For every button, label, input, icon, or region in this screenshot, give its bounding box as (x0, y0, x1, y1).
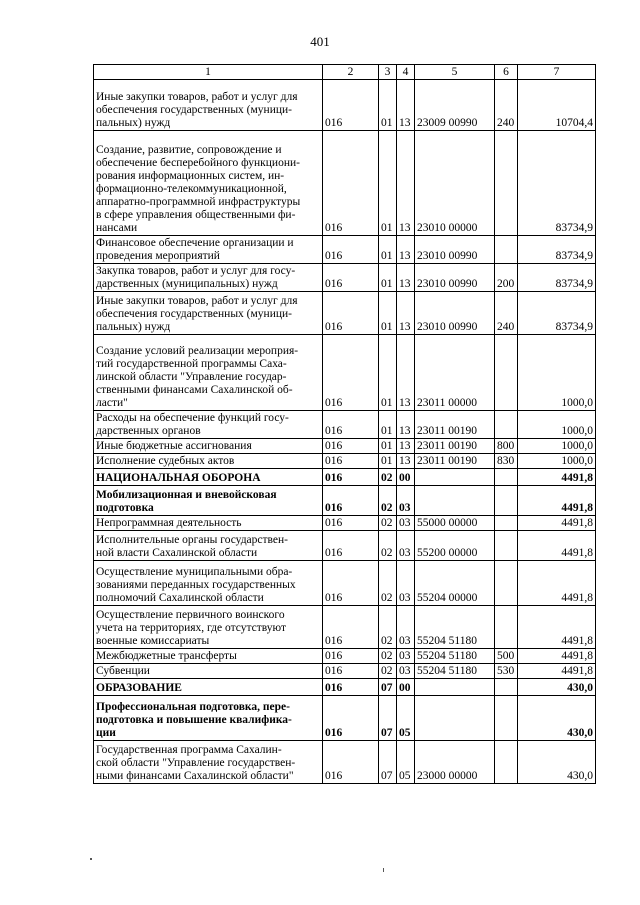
col-admin-code: 016 (323, 439, 379, 454)
row-description: Межбюджетные трансферты (94, 649, 323, 664)
col-admin-code: 016 (323, 516, 379, 531)
table-row (94, 741, 596, 784)
col-section: 01 (379, 131, 397, 236)
col-admin-code: 016 (323, 411, 379, 439)
col-target-article (415, 486, 495, 516)
col-target-article (415, 679, 495, 696)
col-subsection: 13 (397, 292, 415, 335)
col-admin-code: 016 (323, 696, 379, 741)
col-amount: 1000,0 (518, 439, 596, 454)
row-description: Субвенции (94, 664, 323, 679)
col-section: 01 (379, 80, 397, 131)
col-section: 01 (379, 411, 397, 439)
header-cell: 2 (323, 65, 379, 80)
row-description: Государственная программа Сахалин- ской области "Управление государствен- ными финансами Сахалинской области" (94, 741, 323, 784)
col-subsection: 03 (397, 606, 415, 649)
col-expense-type: 530 (495, 664, 518, 679)
col-amount: 4491,8 (518, 516, 596, 531)
table-row (94, 561, 596, 606)
col-amount: 83734,9 (518, 264, 596, 292)
col-amount: 430,0 (518, 741, 596, 784)
col-target-article: 55204 51180 (415, 649, 495, 664)
col-admin-code: 016 (323, 606, 379, 649)
col-target-article: 55000 00000 (415, 516, 495, 531)
row-description: Расходы на обеспечение функций госу- дарственных органов (94, 411, 323, 439)
table-row (94, 236, 596, 264)
col-subsection: 13 (397, 236, 415, 264)
col-subsection: 00 (397, 469, 415, 486)
col-admin-code: 016 (323, 80, 379, 131)
col-target-article (415, 469, 495, 486)
col-subsection: 13 (397, 80, 415, 131)
table-row (94, 696, 596, 741)
table-row (94, 80, 596, 131)
col-section: 01 (379, 236, 397, 264)
col-amount: 4491,8 (518, 649, 596, 664)
col-amount: 1000,0 (518, 411, 596, 439)
header-cell: 1 (94, 65, 323, 80)
col-target-article: 23009 00990 (415, 80, 495, 131)
col-subsection: 03 (397, 664, 415, 679)
col-expense-type (495, 486, 518, 516)
table-row (94, 439, 596, 454)
row-description: Непрограммная деятельность (94, 516, 323, 531)
row-description: Финансовое обеспечение организации и проведения мероприятий (94, 236, 323, 264)
col-admin-code: 016 (323, 335, 379, 411)
col-admin-code: 016 (323, 236, 379, 264)
col-expense-type (495, 131, 518, 236)
col-subsection: 05 (397, 741, 415, 784)
col-subsection: 03 (397, 531, 415, 561)
col-subsection: 13 (397, 411, 415, 439)
col-expense-type: 830 (495, 454, 518, 469)
col-subsection: 13 (397, 439, 415, 454)
col-amount: 10704,4 (518, 80, 596, 131)
col-amount: 1000,0 (518, 454, 596, 469)
col-target-article: 23010 00990 (415, 264, 495, 292)
col-target-article: 23011 00190 (415, 439, 495, 454)
table-row (94, 131, 596, 236)
col-target-article: 23010 00000 (415, 131, 495, 236)
col-admin-code: 016 (323, 649, 379, 664)
col-section: 01 (379, 264, 397, 292)
table-row (94, 292, 596, 335)
row-description: Иные закупки товаров, работ и услуг для обеспечения государственных (муници- пальных) нужд (94, 80, 323, 131)
col-section: 01 (379, 454, 397, 469)
col-expense-type: 200 (495, 264, 518, 292)
col-subsection: 05 (397, 696, 415, 741)
col-expense-type (495, 411, 518, 439)
scan-speck (90, 858, 92, 860)
row-description: Иные закупки товаров, работ и услуг для обеспечения государственных (муници- пальных) нужд (94, 292, 323, 335)
table-row (94, 454, 596, 469)
col-section: 02 (379, 664, 397, 679)
col-section: 02 (379, 486, 397, 516)
col-amount: 4491,8 (518, 531, 596, 561)
col-section: 07 (379, 679, 397, 696)
col-target-article: 23010 00990 (415, 236, 495, 264)
col-section: 02 (379, 469, 397, 486)
header-cell: 6 (495, 65, 518, 80)
col-expense-type: 240 (495, 80, 518, 131)
col-section: 02 (379, 531, 397, 561)
col-target-article: 55204 51180 (415, 664, 495, 679)
table-row (94, 531, 596, 561)
col-target-article: 23000 00000 (415, 741, 495, 784)
col-target-article (415, 696, 495, 741)
col-expense-type (495, 741, 518, 784)
col-amount: 430,0 (518, 696, 596, 741)
row-description: Осуществление муниципальными обра- зованиями переданных государственных полномочий Сахалинской области (94, 561, 323, 606)
col-section: 02 (379, 516, 397, 531)
col-section: 02 (379, 561, 397, 606)
page-number: 401 (310, 34, 330, 49)
col-amount: 430,0 (518, 679, 596, 696)
table-row (94, 606, 596, 649)
table-row (94, 264, 596, 292)
header-cell: 4 (397, 65, 415, 80)
col-admin-code: 016 (323, 292, 379, 335)
row-description: Иные бюджетные ассигнования (94, 439, 323, 454)
row-description: Создание условий реализации мероприя- тий государственной программы Саха- линской области "Управление государ- ственными финансами Сахалинской об- ласти" (94, 335, 323, 411)
col-admin-code: 016 (323, 469, 379, 486)
col-amount: 83734,9 (518, 236, 596, 264)
col-section: 07 (379, 696, 397, 741)
table-row (94, 649, 596, 664)
header-row (94, 65, 596, 80)
header-cell: 5 (415, 65, 495, 80)
col-section: 02 (379, 606, 397, 649)
col-section: 01 (379, 292, 397, 335)
table-row (94, 335, 596, 411)
col-admin-code: 016 (323, 486, 379, 516)
col-expense-type (495, 606, 518, 649)
col-admin-code: 016 (323, 264, 379, 292)
budget-table (93, 64, 596, 784)
col-admin-code: 016 (323, 561, 379, 606)
col-expense-type (495, 561, 518, 606)
header-cell: 7 (518, 65, 596, 80)
row-description: Осуществление первичного воинского учета на территориях, где отсутствуют военные комиссариаты (94, 606, 323, 649)
scan-speck (383, 868, 384, 872)
row-description: НАЦИОНАЛЬНАЯ ОБОРОНА (94, 469, 323, 486)
col-amount: 83734,9 (518, 292, 596, 335)
col-expense-type: 240 (495, 292, 518, 335)
col-section: 02 (379, 649, 397, 664)
col-expense-type (495, 531, 518, 561)
col-subsection: 13 (397, 454, 415, 469)
col-admin-code: 016 (323, 454, 379, 469)
table-row (94, 664, 596, 679)
col-expense-type: 800 (495, 439, 518, 454)
col-subsection: 13 (397, 131, 415, 236)
col-subsection: 00 (397, 679, 415, 696)
col-subsection: 03 (397, 561, 415, 606)
col-subsection: 03 (397, 516, 415, 531)
header-cell: 3 (379, 65, 397, 80)
col-admin-code: 016 (323, 741, 379, 784)
col-expense-type (495, 679, 518, 696)
col-target-article: 23011 00190 (415, 411, 495, 439)
col-subsection: 13 (397, 335, 415, 411)
col-section: 01 (379, 335, 397, 411)
col-amount: 1000,0 (518, 335, 596, 411)
row-description: Создание, развитие, сопровождение и обеспечение бесперебойного функциони- рования информационных систем, ин- формационно-телекоммуникационной, аппаратно-программной инфраструктуры в сфере управления общественными фи- нансами (94, 131, 323, 236)
col-section: 07 (379, 741, 397, 784)
col-expense-type (495, 335, 518, 411)
row-description: Закупка товаров, работ и услуг для госу- дарственных (муниципальных) нужд (94, 264, 323, 292)
col-target-article: 55204 00000 (415, 561, 495, 606)
col-subsection: 03 (397, 649, 415, 664)
col-amount: 83734,9 (518, 131, 596, 236)
col-subsection: 03 (397, 486, 415, 516)
col-target-article: 23010 00990 (415, 292, 495, 335)
col-section: 01 (379, 439, 397, 454)
table-row (94, 469, 596, 486)
col-expense-type (495, 469, 518, 486)
col-target-article: 23011 00190 (415, 454, 495, 469)
col-admin-code: 016 (323, 131, 379, 236)
col-amount: 4491,8 (518, 486, 596, 516)
row-description: Исполнение судебных актов (94, 454, 323, 469)
col-target-article: 55200 00000 (415, 531, 495, 561)
col-expense-type (495, 696, 518, 741)
col-subsection: 13 (397, 264, 415, 292)
col-amount: 4491,8 (518, 469, 596, 486)
table-row (94, 679, 596, 696)
col-admin-code: 016 (323, 664, 379, 679)
row-description: Исполнительные органы государствен- ной власти Сахалинской области (94, 531, 323, 561)
row-description: ОБРАЗОВАНИЕ (94, 679, 323, 696)
col-admin-code: 016 (323, 531, 379, 561)
table-row (94, 411, 596, 439)
col-amount: 4491,8 (518, 561, 596, 606)
row-description: Мобилизационная и вневойсковая подготовка (94, 486, 323, 516)
col-expense-type: 500 (495, 649, 518, 664)
col-amount: 4491,8 (518, 606, 596, 649)
row-description: Профессиональная подготовка, пере- подготовка и повышение квалифика- ции (94, 696, 323, 741)
col-target-article: 23011 00000 (415, 335, 495, 411)
col-target-article: 55204 51180 (415, 606, 495, 649)
table-row (94, 486, 596, 516)
col-amount: 4491,8 (518, 664, 596, 679)
table-row (94, 516, 596, 531)
col-expense-type (495, 516, 518, 531)
col-admin-code: 016 (323, 679, 379, 696)
col-expense-type (495, 236, 518, 264)
